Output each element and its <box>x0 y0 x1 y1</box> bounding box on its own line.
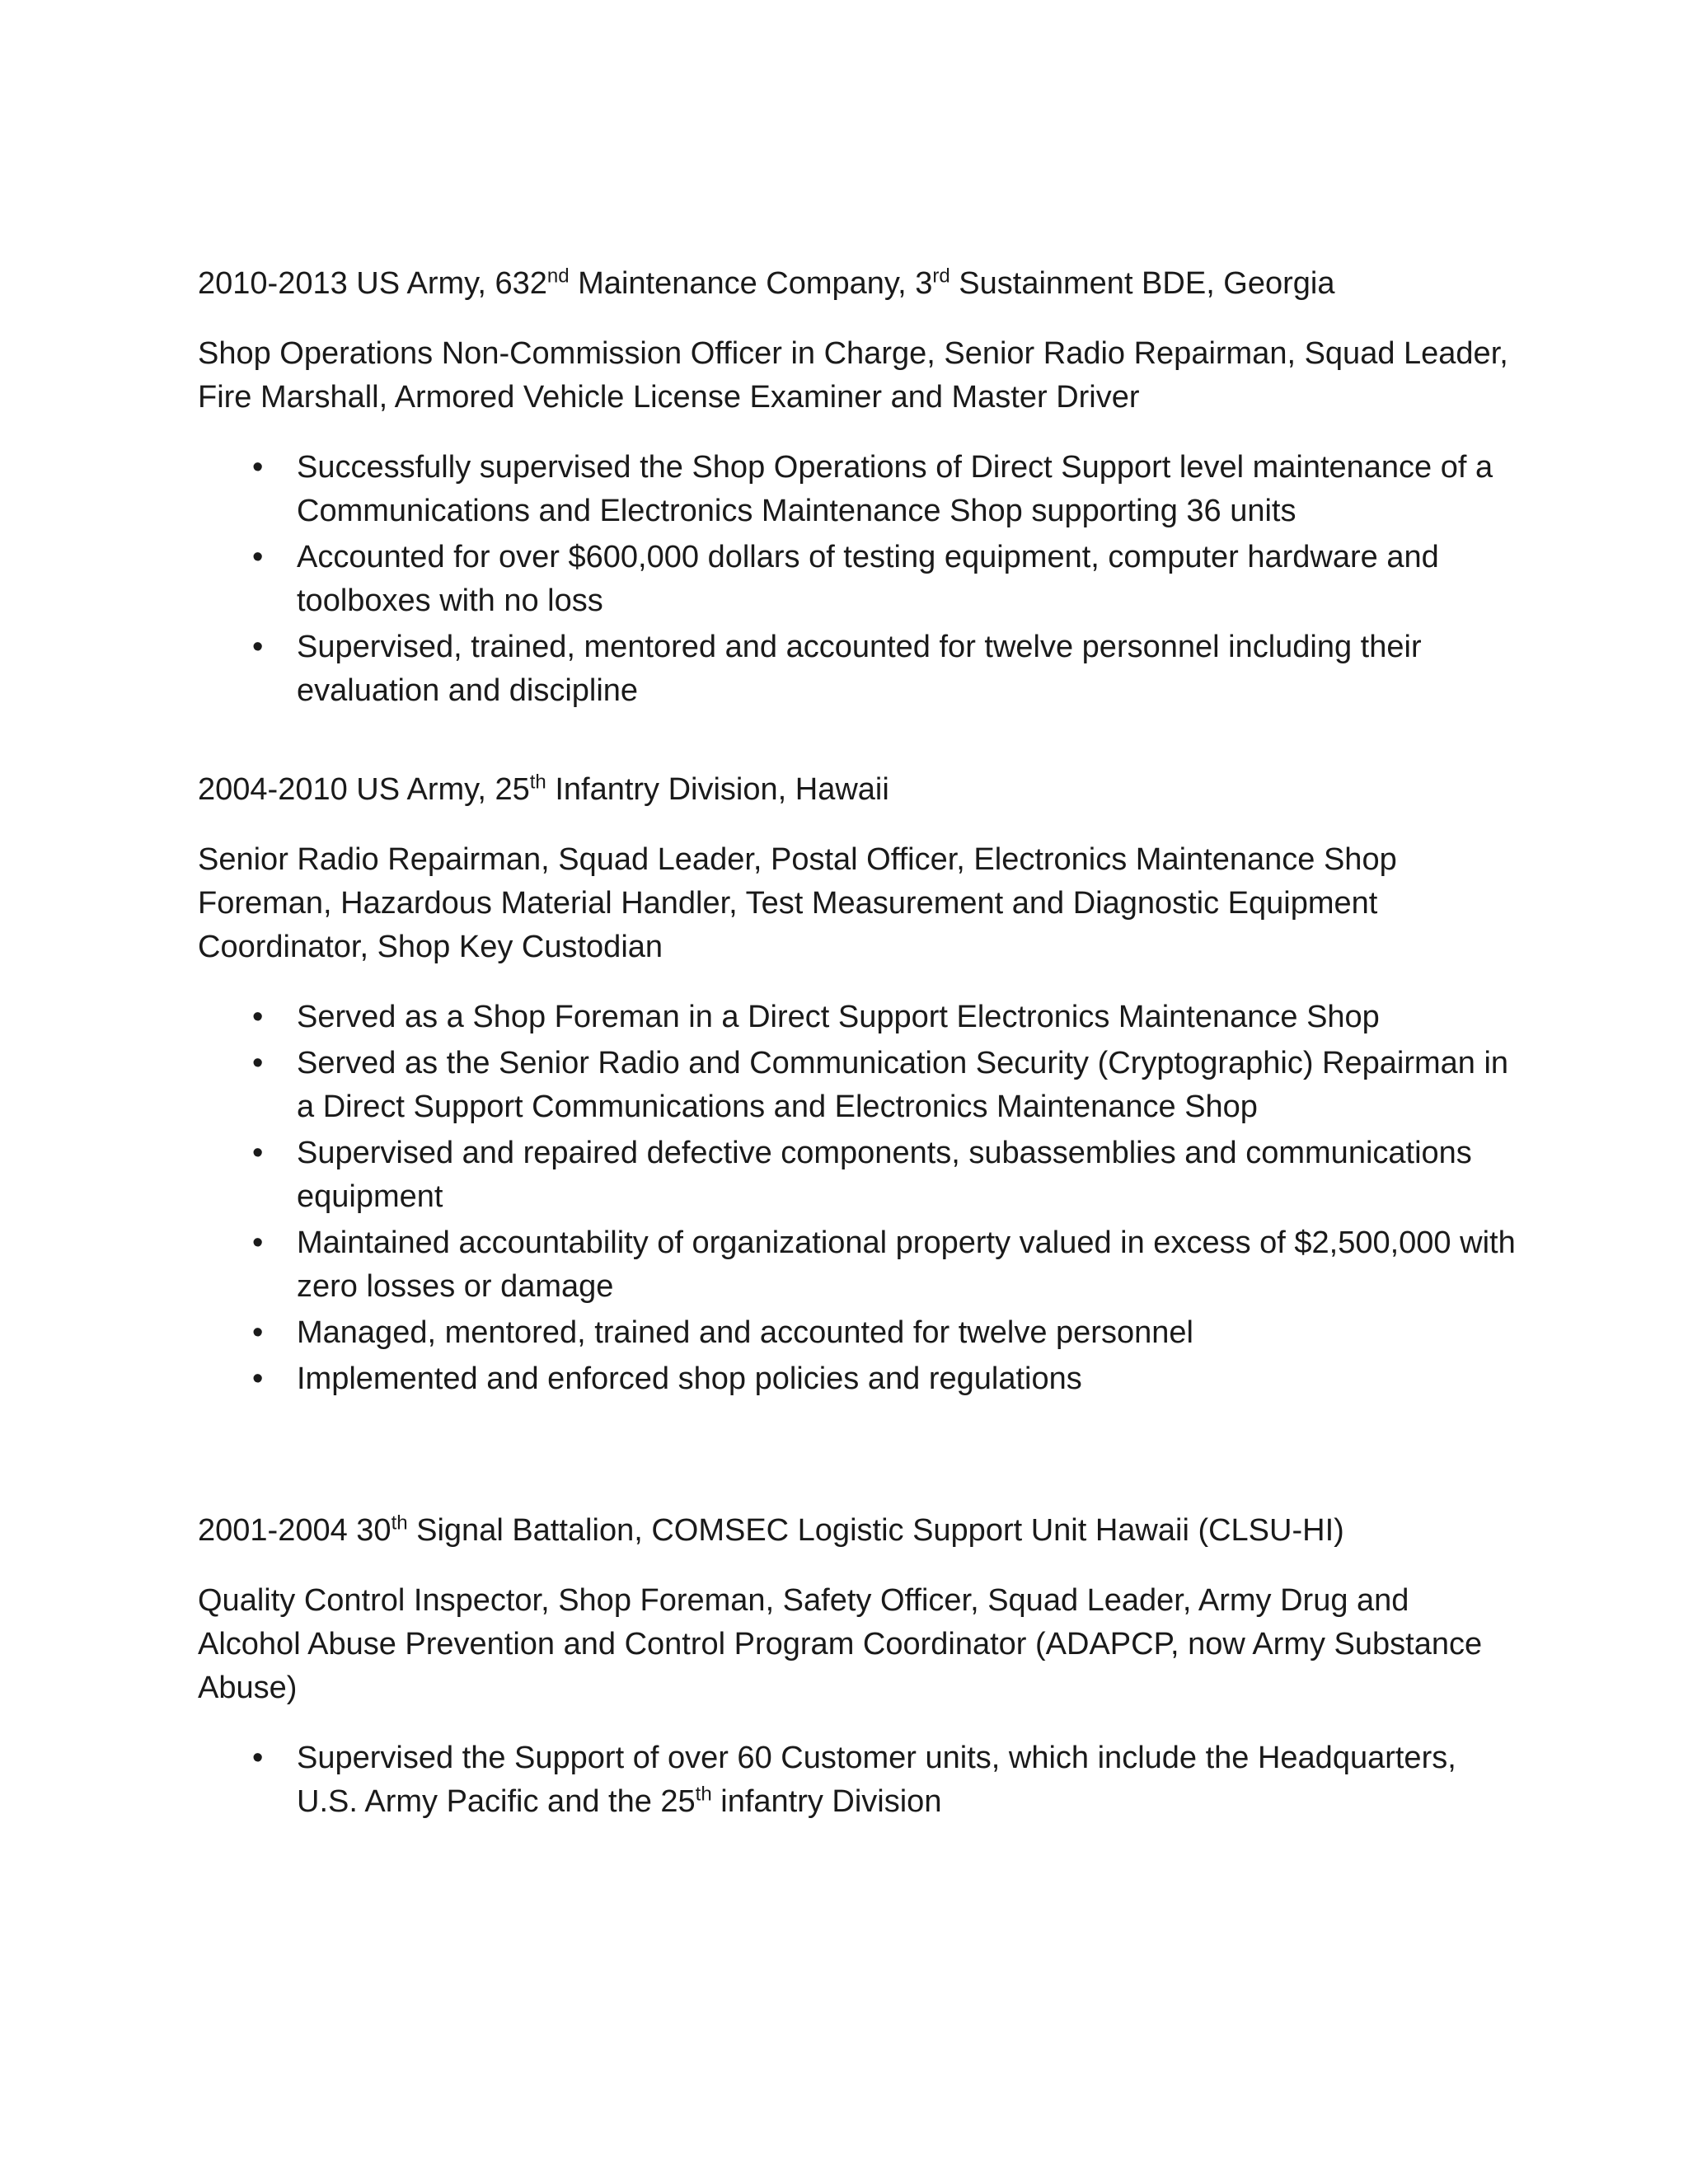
bullet-text: infantry Division <box>711 1784 942 1819</box>
bullet-item <box>198 1736 1517 1824</box>
ordinal-suffix: th <box>695 1783 712 1806</box>
roles-paragraph: Senior Radio Repairman, Squad Leader, Postal Officer, Electronics Maintenance Shop Foreman, Hazardous Material Handler, Test Measurement and Diagnostic Equipment Coordinator, Shop Key Custodian <box>198 842 1397 964</box>
bullet-icon: • <box>252 1361 264 1396</box>
experience-section-2001-2004 <box>198 1509 1517 1824</box>
bullet-icon: • <box>252 1741 264 1775</box>
bullet-icon: • <box>252 1000 264 1034</box>
heading-text: Sustainment BDE, Georgia <box>950 266 1335 301</box>
resume-content <box>198 262 1517 1826</box>
ordinal-suffix: nd <box>546 265 570 288</box>
heading-text: Infantry Division, Hawaii <box>546 772 889 807</box>
bullet-icon: • <box>252 1046 264 1080</box>
heading-text: Maintenance Company, 3 <box>569 266 933 301</box>
roles-paragraph: Shop Operations Non-Commission Officer in Charge, Senior Radio Repairman, Squad Leader, Fire Marshall, Armored Vehicle License Examiner and Master Driver <box>198 336 1508 415</box>
experience-section-2004-2010 <box>198 768 1517 1401</box>
bullet-item <box>198 1221 1517 1309</box>
experience-section-2010-2013 <box>198 262 1517 713</box>
section-spacer <box>198 1404 1517 1509</box>
section-heading <box>198 262 1517 306</box>
bullet-icon: • <box>252 450 264 485</box>
bullet-icon: • <box>252 540 264 574</box>
ordinal-suffix: th <box>391 1511 408 1535</box>
bullet-icon: • <box>252 630 264 664</box>
bullet-list <box>198 996 1517 1401</box>
bullet-text: Served as a Shop Foreman in a Direct Support Electronics Maintenance Shop <box>297 1000 1380 1034</box>
section-heading <box>198 768 1517 812</box>
bullet-text: Accounted for over $600,000 dollars of testing equipment, computer hardware and toolboxes with no loss <box>297 540 1439 618</box>
heading-text: 2004-2010 US Army, 25 <box>198 772 530 807</box>
bullet-item <box>198 1311 1517 1355</box>
ordinal-suffix: th <box>529 771 546 794</box>
bullet-text: Supervised, trained, mentored and accounted for twelve personnel including their evaluation and discipline <box>297 630 1422 708</box>
bullet-list <box>198 1736 1517 1824</box>
bullet-item <box>198 446 1517 533</box>
bullet-icon: • <box>252 1136 264 1170</box>
bullet-text: Implemented and enforced shop policies and regulations <box>297 1361 1082 1396</box>
bullet-item <box>198 996 1517 1039</box>
heading-text: 2010-2013 US Army, 632 <box>198 266 547 301</box>
bullet-text: Managed, mentored, trained and accounted for twelve personnel <box>297 1315 1193 1350</box>
heading-text: 2001-2004 30 <box>198 1513 392 1548</box>
bullet-item <box>198 1132 1517 1219</box>
bullet-item <box>198 1042 1517 1129</box>
heading-text: Signal Battalion, COMSEC Logistic Support Unit Hawaii (CLSU-HI) <box>407 1513 1344 1548</box>
roles-paragraph: Quality Control Inspector, Shop Foreman, Safety Officer, Squad Leader, Army Drug and Alcohol Abuse Prevention and Control Program Coordinator (ADAPCP, now Army Substance Abuse) <box>198 1583 1483 1705</box>
bullet-text: Supervised the Support of over 60 Customer units, which include the Headquarters, U.S. Army Pacific and the 25 <box>297 1741 1456 1819</box>
bullet-text: Supervised and repaired defective components, subassemblies and communications equipment <box>297 1136 1472 1214</box>
ordinal-suffix: rd <box>932 265 950 288</box>
section-spacer <box>198 715 1517 768</box>
bullet-item <box>198 536 1517 623</box>
bullet-text: Served as the Senior Radio and Communication Security (Cryptographic) Repairman in a Direct Support Communications and Electronics Maintenance Shop <box>297 1046 1509 1124</box>
bullet-item <box>198 1357 1517 1401</box>
bullet-icon: • <box>252 1315 264 1350</box>
bullet-text: Maintained accountability of organizational property valued in excess of $2,500,000 with zero losses or damage <box>297 1226 1516 1304</box>
bullet-icon: • <box>252 1226 264 1260</box>
section-heading <box>198 1509 1517 1553</box>
bullet-text: Successfully supervised the Shop Operations of Direct Support level maintenance of a Communications and Electronics Maintenance Shop supporting 36 units <box>297 450 1493 528</box>
bullet-list <box>198 446 1517 713</box>
bullet-item <box>198 626 1517 713</box>
